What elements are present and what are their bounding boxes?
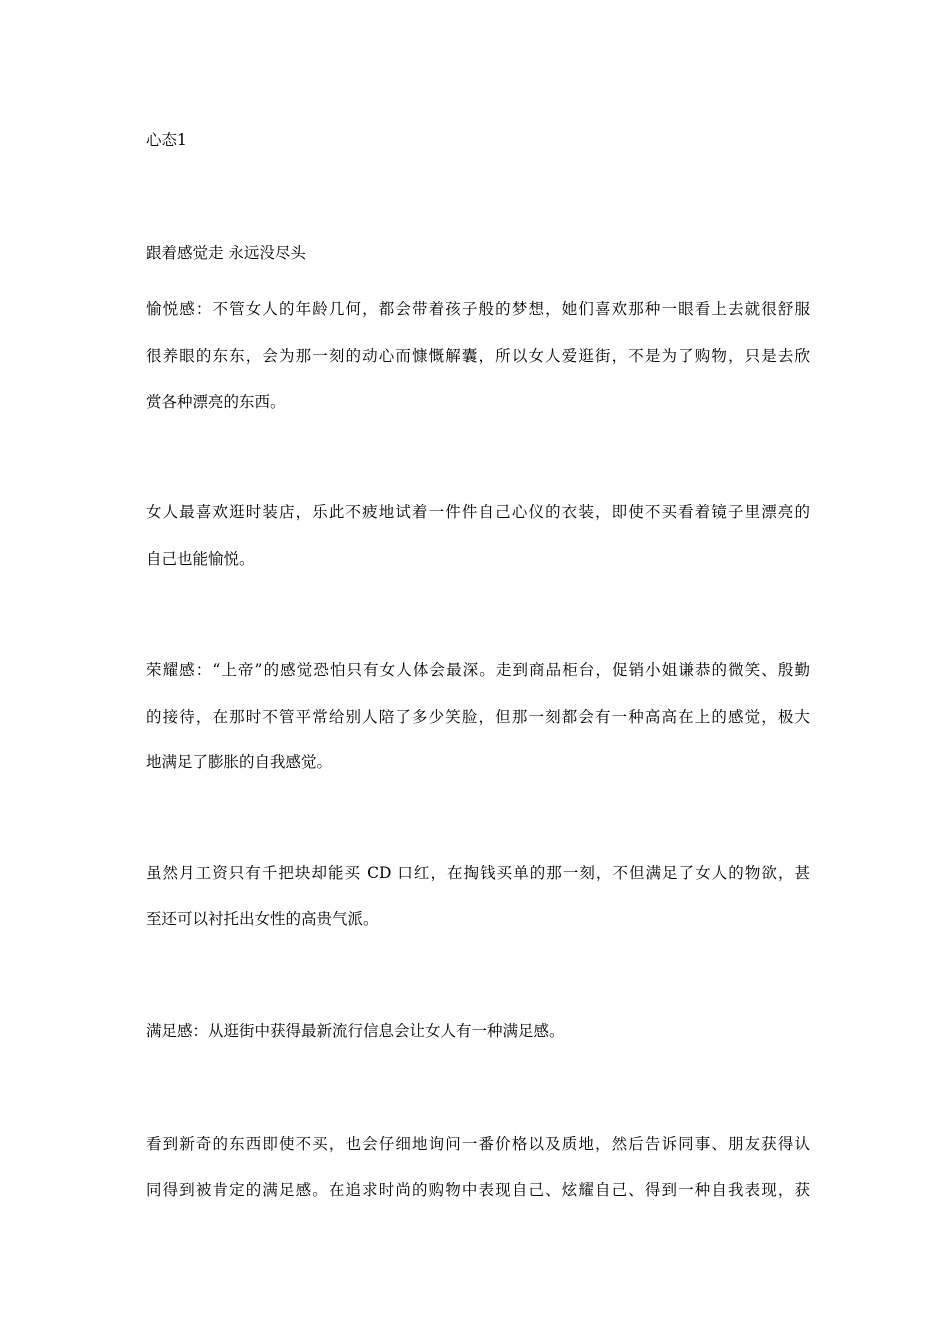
paragraph-line: 愉悦感：不管女人的年龄几何，都会带着孩子般的梦想，她们喜欢那种一眼看上去就很舒服 xyxy=(146,300,810,318)
paragraph-line: 的接待，在那时不管平常给别人陪了多少笑脸，但那一刻都会有一种高高在上的感觉，极大 xyxy=(146,708,810,726)
paragraph-line: 满足感：从逛街中获得最新流行信息会让女人有一种满足感。 xyxy=(146,1022,565,1040)
paragraph-line: 虽然月工资只有千把块却能买 CD 口红，在掏钱买单的那一刻，不但满足了女人的物欲，甚 xyxy=(146,864,810,882)
paragraph-line: 很养眼的东东，会为那一刻的动心而慷慨解囊，所以女人爱逛街，不是为了购物，只是去欣 xyxy=(146,347,810,365)
paragraph-line: 赏各种漂亮的东西。 xyxy=(146,393,286,411)
document-subtitle: 跟着感觉走 永远没尽头 xyxy=(146,244,306,262)
paragraph-line: 至还可以衬托出女性的高贵气派。 xyxy=(146,910,379,928)
paragraph-line: 自己也能愉悦。 xyxy=(146,550,255,568)
paragraph-line: 女人最喜欢逛时装店，乐此不疲地试着一件件自己心仪的衣装，即使不买看着镜子里漂亮的 xyxy=(146,503,810,521)
paragraph-line: 看到新奇的东西即使不买，也会仔细地询问一番价格以及质地，然后告诉同事、朋友获得认 xyxy=(146,1135,810,1153)
document-title: 心态1 xyxy=(146,131,187,149)
paragraph-line: 地满足了膨胀的自我感觉。 xyxy=(146,753,333,771)
paragraph-line: 同得到被肯定的满足感。在追求时尚的购物中表现自己、炫耀自己、得到一种自我表现，获 xyxy=(146,1181,810,1199)
paragraph-line: 荣耀感：“上帝”的感觉恐怕只有女人体会最深。走到商品柜台，促销小姐谦恭的微笑、殷勤 xyxy=(146,661,810,679)
